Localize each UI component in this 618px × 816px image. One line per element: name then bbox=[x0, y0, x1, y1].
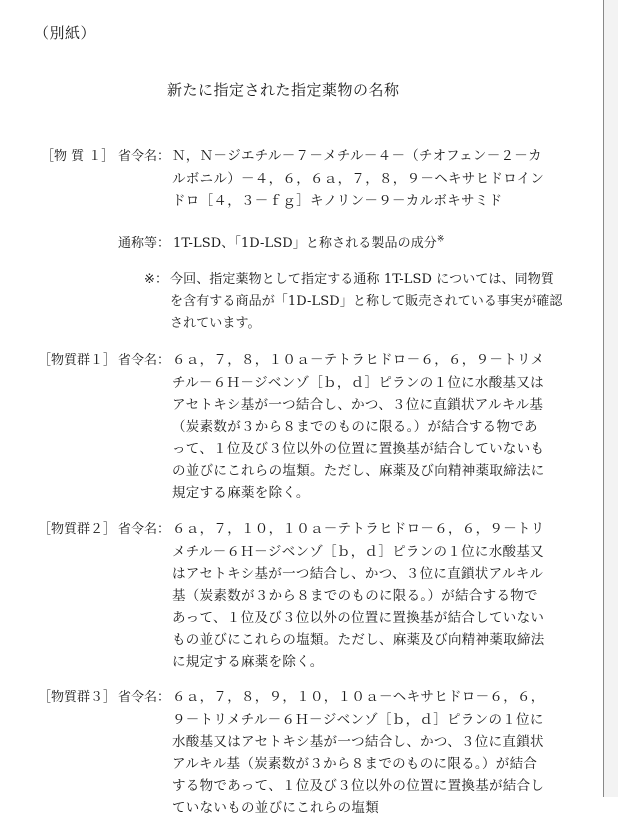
annex-label: （別紙） bbox=[34, 24, 97, 42]
note-mark: ※： bbox=[144, 272, 169, 287]
substance-1-label: ［物 質 １］ bbox=[41, 149, 115, 164]
substance-group-2-line: に規定する麻薬を除く。 bbox=[172, 654, 324, 670]
substance-1-line: ルボニル）－４，６，６ａ，７，８，９－ヘキサヒドロイン bbox=[172, 171, 545, 187]
substance-group-1-line: ６ａ，７，８，１０ａ－テトラヒドロ－６，６，９－トリメ bbox=[172, 352, 545, 368]
substance-group-2-name-label: 省令名： bbox=[118, 522, 171, 537]
note-line: を含有する商品が「1D-LSD」と称して販売されている事実が確認 bbox=[170, 294, 563, 309]
substance-group-1-line: アセトキシ基が一つ結合し、かつ、３位に直鎖状アルキル基 bbox=[172, 397, 544, 413]
note-reference-mark: ※ bbox=[436, 234, 445, 245]
viewer-scrollbar-track[interactable] bbox=[604, 0, 618, 797]
substance-1-line: ドロ［４，３－ｆｇ］キノリン－９－カルボキサミド bbox=[172, 193, 503, 209]
note-line: されています。 bbox=[170, 316, 261, 331]
common-name-value: 1T-LSD、「1D-LSD」と称される製品の成分 bbox=[173, 236, 437, 251]
substance-group-2-line: 基（炭素数が３から８までのものに限る。）が結合する物で bbox=[172, 588, 538, 604]
substance-group-2-line: はアセトキシ基が一つ結合し、かつ、３位に直鎖状アルキル bbox=[172, 566, 544, 582]
substance-group-1-line: の並びにこれらの塩類。ただし、麻薬及び向精神薬取締法に bbox=[172, 463, 545, 479]
substance-group-1-line: 規定する麻薬を除く。 bbox=[172, 485, 310, 501]
substance-group-3-line: ９－トリメチル－６Ｈ－ジベンゾ［ｂ，ｄ］ピランの１位に bbox=[172, 712, 544, 728]
substance-group-1-line: って、１位及び３位以外の位置に置換基が結合していないも bbox=[172, 441, 545, 457]
substance-group-1-line: （炭素数が３から８までのものに限る。）が結合する物であ bbox=[172, 419, 538, 435]
note-line: 今回、指定薬物として指定する通称 1T-LSD については、同物質 bbox=[170, 272, 554, 287]
substance-1-name-label: 省令名： bbox=[118, 149, 171, 164]
common-name-text bbox=[173, 232, 445, 251]
page-title: 新たに指定された指定薬物の名称 bbox=[167, 81, 400, 99]
substance-group-1-label: ［物質群１］ bbox=[38, 353, 117, 368]
substance-group-3-line: する物であって、１位及び３位以外の位置に置換基が結合し bbox=[172, 778, 545, 794]
substance-group-2-line: メチル－６Ｈ－ジベンゾ［ｂ，ｄ］ピランの１位に水酸基又 bbox=[172, 544, 544, 560]
substance-group-3-line: 水酸基又はアセトキシ基が一つ結合し、かつ、３位に直鎖状 bbox=[172, 734, 544, 750]
substance-group-1-name-label: 省令名： bbox=[118, 353, 171, 368]
substance-group-3-line: ６ａ，７，８，９，１０，１０ａ－ヘキサヒドロ－６，６， bbox=[172, 689, 545, 705]
common-name-label: 通称等： bbox=[118, 236, 171, 251]
substance-group-1-line: チル－６Ｈ－ジベンゾ［ｂ，ｄ］ピランの１位に水酸基又は bbox=[172, 375, 544, 391]
substance-group-2-line: あって、１位及び３位以外の位置に置換基が結合していない bbox=[172, 610, 545, 626]
substance-group-2-line: ６ａ，７，１０，１０ａ－テトラヒドロ－６，６，９－トリ bbox=[172, 521, 545, 537]
substance-1-line: Ｎ，Ｎ－ジエチル－７－メチル－４－（チオフェン－２－カ bbox=[172, 148, 542, 164]
substance-group-2-label: ［物質群２］ bbox=[38, 522, 117, 537]
substance-group-2-line: もの並びにこれらの塩類。ただし、麻薬及び向精神薬取締法 bbox=[172, 632, 545, 648]
substance-group-3-line: アルキル基（炭素数が３から８までのものに限る。）が結合 bbox=[172, 756, 538, 772]
substance-group-3-label: ［物質群３］ bbox=[38, 690, 117, 705]
substance-group-3-name-label: 省令名： bbox=[118, 690, 171, 705]
substance-group-3-line: ていないもの並びにこれらの塩類 bbox=[172, 800, 379, 816]
